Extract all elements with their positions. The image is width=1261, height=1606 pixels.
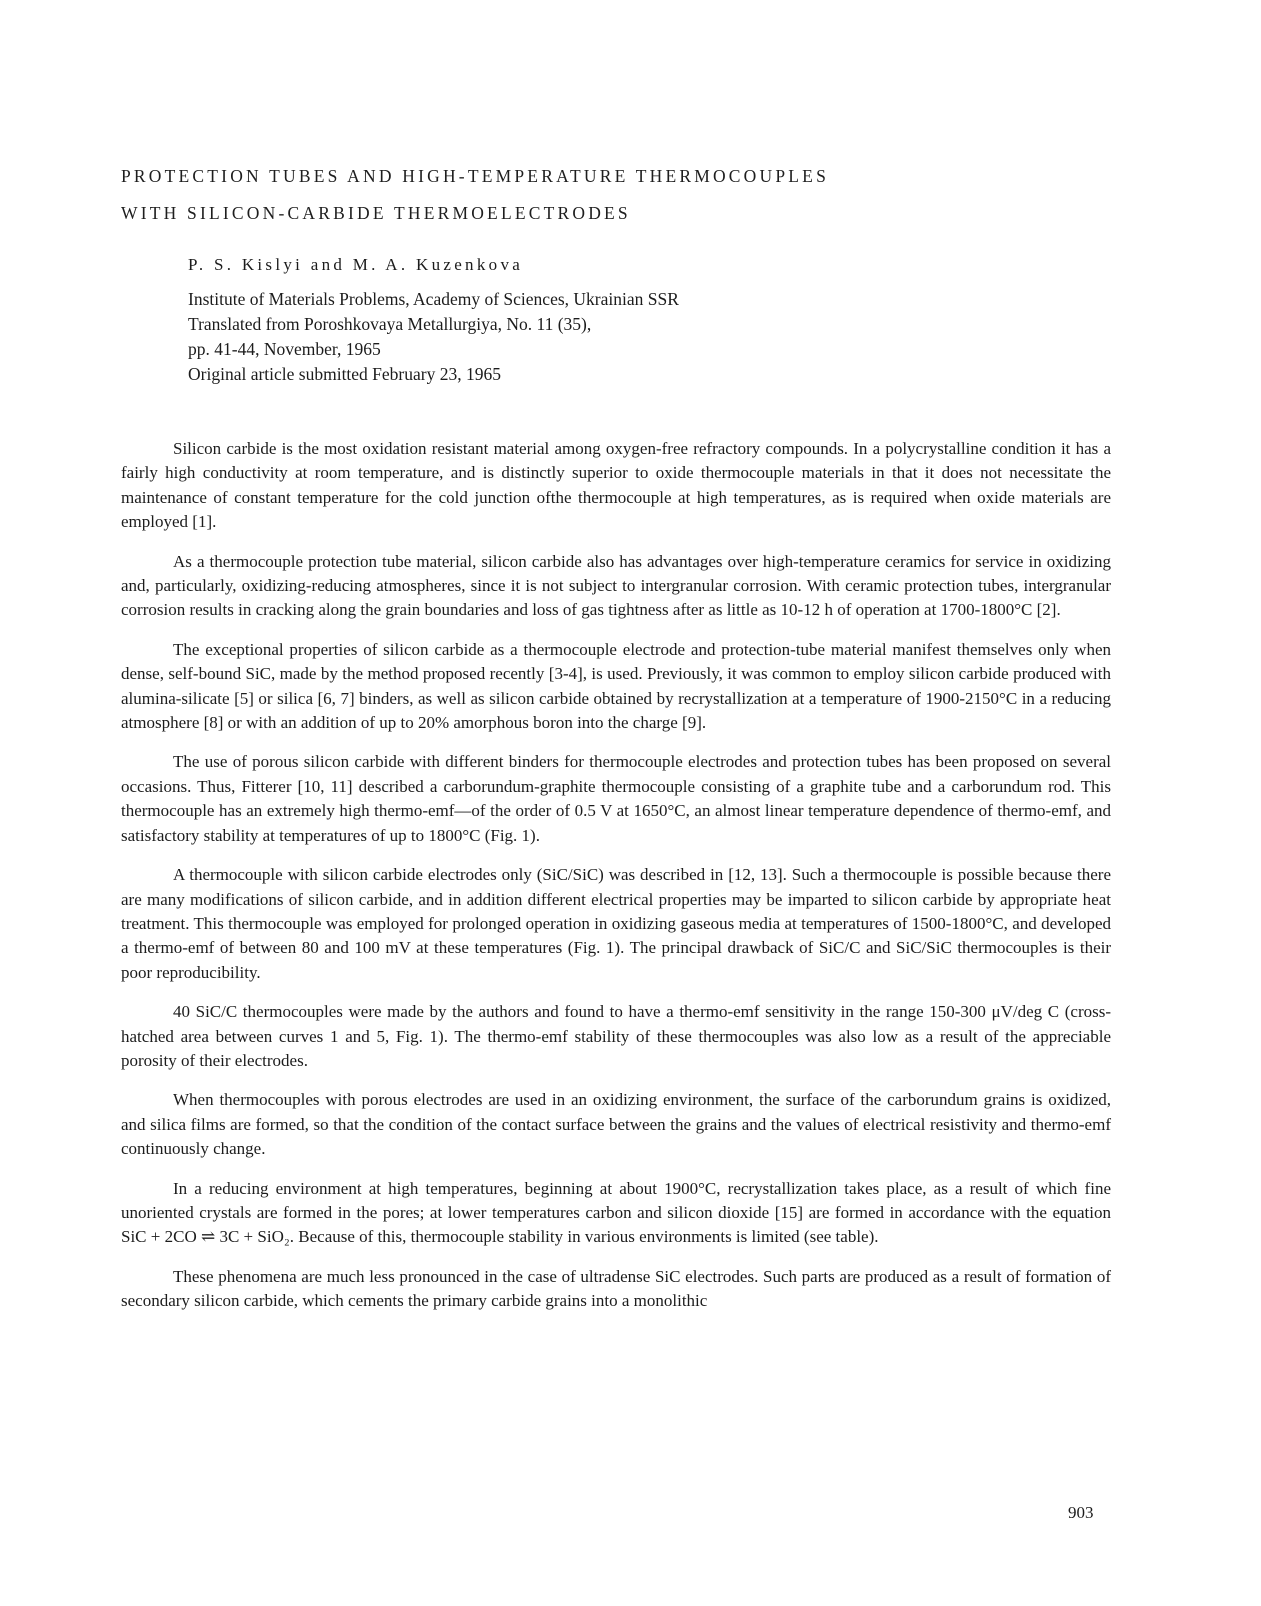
article-body xyxy=(121,437,1111,1329)
paragraph-7: When thermocouples with porous electrodes are used in an oxidizing environment, the surface of the carborundum grains is oxidized, and silica films are formed, so that the condition of the contact surface between the grains and the values of electrical resistivity and thermo-emf continuously change. xyxy=(121,1090,1111,1159)
paragraph-8: In a reducing environment at high temperatures, beginning at about 1900°C, recrystallization takes place, as a result of which fine unoriented crystals are formed in the pores; at lower temperatures carbon and silicon dioxide [15] are formed in accordance with the equation SiC + 2CO ⇌ 3C + SiO₂. Because of this, thermocouple stability in various environments is limited (see table). xyxy=(121,1178,1111,1247)
paragraph-5: A thermocouple with silicon carbide electrodes only (SiC/SiC) was described in [12, 13]. Such a thermocouple is possible because there are many modifications of silicon carbide, and in addition different electrical properties may be imparted to silicon carbide by appropriate heat treatment. This thermocouple was employed for prolonged operation in oxidizing gaseous media at temperatures of 1500-1800°C, and developed a thermo-emf of between 80 and 100 mV at these temperatures (Fig. 1). The principal drawback of SiC/C and SiC/SiC thermocouples is their poor reproducibility. xyxy=(121,865,1111,982)
paragraph-2: As a thermocouple protection tube material, silicon carbide also has advantages over high-temperature ceramics for service in oxidizing and, particularly, oxidizing-reducing atmospheres, since it is not subject to intergranular corrosion. With ceramic protection tubes, intergranular corrosion results in cracking along the grain boundaries and loss of gas tightness after as little as 10-12 h of operation at 1700-1800°C [2]. xyxy=(121,551,1111,620)
page-number: 903 xyxy=(1068,1503,1094,1522)
affiliation-pages: pp. 41-44, November, 1965 xyxy=(188,339,381,359)
paragraph-6: 40 SiC/C thermocouples were made by the authors and found to have a thermo-emf sensitivity in the range 150-300 μV/deg C (cross-hatched area between curves 1 and 5, Fig. 1). The thermo-emf stability of these thermocouples was also low as a result of the appreciable porosity of their electrodes. xyxy=(121,1002,1111,1070)
paragraph-3: The exceptional properties of silicon carbide as a thermocouple electrode and protection-tube material manifest themselves only when dense, self-bound SiC, made by the method proposed recently [3-4], is used. Previously, it was common to employ silicon carbide produced with alumina-silicate [5] or silica [6, 7] binders, as well as silicon carbide obtained by recrystallization at a temperature of 1900-2150°C in a reducing atmosphere [8] or with an addition of up to 20% amorphous boron into the charge [9]. xyxy=(121,639,1111,733)
affiliation-translated-from: Translated from Poroshkovaya Metallurgiya, No. 11 (35), xyxy=(188,314,592,334)
paragraph-1: Silicon carbide is the most oxidation resistant material among oxygen-free refractory compounds. In a polycrystalline condition it has a fairly high conductivity at room temperature, and is distinctly superior to oxide thermocouple materials in that it does not necessitate the maintenance of constant temperature for the cold junction ofthe thermocouple at high temperatures, as is required when oxide materials are employed [1]. xyxy=(121,439,1111,532)
paragraph-4: The use of porous silicon carbide with different binders for thermocouple electrodes and protection tubes has been proposed on several occasions. Thus, Fitterer [10, 11] described a carborundum-graphite thermocouple consisting of a graphite tube and a carborundum rod. This thermocouple has an extremely high thermo-emf—of the order of 0.5 V at 1650°C, an almost linear temperature dependence of thermo-emf, and satisfactory stability at temperatures of up to 1800°C (Fig. 1). xyxy=(121,752,1111,845)
article-title-line-1: PROTECTION TUBES AND HIGH-TEMPERATURE THERMOCOUPLES xyxy=(121,166,829,186)
affiliation-submitted: Original article submitted February 23, 1965 xyxy=(188,364,501,384)
affiliation-institute: Institute of Materials Problems, Academy of Sciences, Ukrainian SSR xyxy=(188,289,679,309)
authors: P. S. Kislyi and M. A. Kuzenkova xyxy=(188,255,524,274)
article-title-line-2: WITH SILICON-CARBIDE THERMOELECTRODES xyxy=(121,203,631,223)
paragraph-9: These phenomena are much less pronounced in the case of ultradense SiC electrodes. Such parts are produced as a result of formation of secondary silicon carbide, which cements the primary carbide grains into a monolithic xyxy=(121,1266,1111,1311)
